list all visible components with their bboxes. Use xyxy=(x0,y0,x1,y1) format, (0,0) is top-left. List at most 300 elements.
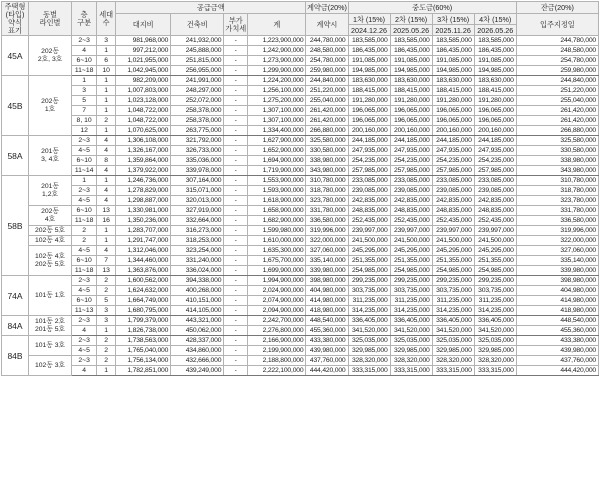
m3-cell: 239,085,000 xyxy=(432,186,474,196)
m2-cell: 239,085,000 xyxy=(390,186,432,196)
vat-cell: - xyxy=(224,356,248,366)
land-cell: 1,246,736,000 xyxy=(116,176,171,186)
floor-cell: 7 xyxy=(72,106,97,116)
building-cell: 201동 1,2호 xyxy=(29,176,72,206)
land-cell: 1,600,562,000 xyxy=(116,276,171,286)
build-cell: 400,268,000 xyxy=(171,286,224,296)
m3-cell: 191,085,000 xyxy=(432,56,474,66)
vat-cell: - xyxy=(224,336,248,346)
m4-cell: 311,235,000 xyxy=(474,296,516,306)
contract-cell: 261,420,000 xyxy=(306,106,348,116)
header-middle: 중도금(60%) xyxy=(348,2,516,14)
building-cell: 101동 2호 201동 5호 xyxy=(29,316,72,336)
header-m1-date: 2024.12.26 xyxy=(348,25,390,36)
table-row xyxy=(2,246,599,256)
m3-cell: 328,320,000 xyxy=(432,356,474,366)
table-row xyxy=(2,266,599,276)
build-cell: 256,955,000 xyxy=(171,66,224,76)
floor-cell: 3 xyxy=(72,86,97,96)
total-cell: 1,307,100,000 xyxy=(248,106,306,116)
m1-cell: 196,065,000 xyxy=(348,106,390,116)
land-cell: 1,363,876,000 xyxy=(116,266,171,276)
type-cell: 84A xyxy=(2,316,29,336)
contract-cell: 404,980,000 xyxy=(306,286,348,296)
contract-cell: 259,980,000 xyxy=(306,66,348,76)
contract-cell: 261,420,000 xyxy=(306,116,348,126)
m2-cell: 239,997,000 xyxy=(390,226,432,236)
land-cell: 1,782,851,000 xyxy=(116,366,171,376)
bal-cell: 323,780,000 xyxy=(516,196,598,206)
build-cell: 252,072,000 xyxy=(171,96,224,106)
m1-cell: 183,585,000 xyxy=(348,36,390,46)
land-cell: 1,048,722,000 xyxy=(116,106,171,116)
m2-cell: 242,835,000 xyxy=(390,196,432,206)
type-cell: 74A xyxy=(2,276,29,316)
header-balance-sub: 입주지정일 xyxy=(516,14,598,36)
build-cell: 410,151,000 xyxy=(171,296,224,306)
header-type: 주택형 (타입) 약식 표기 xyxy=(2,2,29,36)
floor-cell: 2~3 xyxy=(72,316,97,326)
m3-cell: 254,985,000 xyxy=(432,266,474,276)
table-row xyxy=(2,346,599,356)
units-cell: 10 xyxy=(97,66,116,76)
units-cell: 1 xyxy=(97,326,116,336)
bal-cell: 319,996,000 xyxy=(516,226,598,236)
land-cell: 1,023,128,000 xyxy=(116,96,171,106)
build-cell: 245,888,000 xyxy=(171,46,224,56)
header-m3-date: 2025.11.26 xyxy=(432,25,474,36)
m4-cell: 191,280,000 xyxy=(474,96,516,106)
m1-cell: 233,085,000 xyxy=(348,176,390,186)
table-row xyxy=(2,166,599,176)
vat-cell: - xyxy=(224,156,248,166)
units-cell: 4 xyxy=(97,246,116,256)
units-cell: 5 xyxy=(97,296,116,306)
build-cell: 321,792,000 xyxy=(171,136,224,146)
land-cell: 1,021,955,000 xyxy=(116,56,171,66)
units-cell: 1 xyxy=(97,76,116,86)
m4-cell: 239,997,000 xyxy=(474,226,516,236)
m1-cell: 325,035,000 xyxy=(348,336,390,346)
bal-cell: 266,880,000 xyxy=(516,126,598,136)
m3-cell: 333,315,000 xyxy=(432,366,474,376)
contract-cell: 255,040,000 xyxy=(306,96,348,106)
total-cell: 1,652,900,000 xyxy=(248,146,306,156)
table-row xyxy=(2,356,599,366)
m2-cell: 191,085,000 xyxy=(390,56,432,66)
table-row xyxy=(2,146,599,156)
contract-cell: 322,000,000 xyxy=(306,236,348,246)
m2-cell: 303,735,000 xyxy=(390,286,432,296)
total-cell: 2,166,900,000 xyxy=(248,336,306,346)
units-cell: 4 xyxy=(97,196,116,206)
land-cell: 981,968,000 xyxy=(116,36,171,46)
land-cell: 1,306,108,000 xyxy=(116,136,171,146)
total-cell: 2,199,900,000 xyxy=(248,346,306,356)
table-row xyxy=(2,366,599,376)
m1-cell: 341,520,000 xyxy=(348,326,390,336)
m1-cell: 191,085,000 xyxy=(348,56,390,66)
m1-cell: 183,630,000 xyxy=(348,76,390,86)
m4-cell: 200,160,000 xyxy=(474,126,516,136)
floor-cell: 12 xyxy=(72,126,97,136)
m3-cell: 244,185,000 xyxy=(432,136,474,146)
total-cell: 2,242,700,000 xyxy=(248,316,306,326)
m4-cell: 329,985,000 xyxy=(474,346,516,356)
land-cell: 1,680,795,000 xyxy=(116,306,171,316)
header-m4-date: 2026.05.26 xyxy=(474,25,516,36)
total-cell: 1,627,900,000 xyxy=(248,136,306,146)
vat-cell: - xyxy=(224,146,248,156)
m3-cell: 329,985,000 xyxy=(432,346,474,356)
m4-cell: 336,405,000 xyxy=(474,316,516,326)
table-row xyxy=(2,56,599,66)
floor-cell: 2~3 xyxy=(72,136,97,146)
contract-cell: 325,580,000 xyxy=(306,136,348,146)
table-row xyxy=(2,176,599,186)
total-cell: 1,682,900,000 xyxy=(248,216,306,226)
land-cell: 1,624,632,000 xyxy=(116,286,171,296)
m4-cell: 248,835,000 xyxy=(474,206,516,216)
total-cell: 1,273,900,000 xyxy=(248,56,306,66)
m2-cell: 183,585,000 xyxy=(390,36,432,46)
build-cell: 432,666,000 xyxy=(171,356,224,366)
units-cell: 6 xyxy=(97,56,116,66)
units-cell: 1 xyxy=(97,236,116,246)
bal-cell: 444,420,000 xyxy=(516,366,598,376)
table-row xyxy=(2,126,599,136)
m2-cell: 233,085,000 xyxy=(390,176,432,186)
header-contract: 계약금(20%) xyxy=(306,3,347,12)
total-cell: 2,024,900,000 xyxy=(248,286,306,296)
m2-cell: 244,185,000 xyxy=(390,136,432,146)
m4-cell: 325,035,000 xyxy=(474,336,516,346)
build-cell: 339,978,000 xyxy=(171,166,224,176)
m4-cell: 303,735,000 xyxy=(474,286,516,296)
units-cell: 4 xyxy=(97,146,116,156)
total-cell: 1,593,900,000 xyxy=(248,186,306,196)
floor-cell: 11~14 xyxy=(72,166,97,176)
contract-cell: 437,760,000 xyxy=(306,356,348,366)
vat-cell: - xyxy=(224,96,248,106)
floor-cell: 4~5 xyxy=(72,346,97,356)
total-cell: 1,618,900,000 xyxy=(248,196,306,206)
bal-cell: 343,980,000 xyxy=(516,166,598,176)
m1-cell: 248,835,000 xyxy=(348,206,390,216)
m3-cell: 183,630,000 xyxy=(432,76,474,86)
m3-cell: 194,985,000 xyxy=(432,66,474,76)
m1-cell: 245,295,000 xyxy=(348,246,390,256)
contract-cell: 310,780,000 xyxy=(306,176,348,186)
m4-cell: 245,295,000 xyxy=(474,246,516,256)
build-cell: 320,013,000 xyxy=(171,196,224,206)
floor-cell: 4 xyxy=(72,46,97,56)
total-cell: 1,610,000,000 xyxy=(248,236,306,246)
land-cell: 982,209,000 xyxy=(116,76,171,86)
total-cell: 1,635,300,000 xyxy=(248,246,306,256)
m1-cell: 241,500,000 xyxy=(348,236,390,246)
units-cell: 1 xyxy=(97,96,116,106)
m4-cell: 191,085,000 xyxy=(474,56,516,66)
m4-cell: 239,085,000 xyxy=(474,186,516,196)
table-row xyxy=(2,116,599,126)
build-cell: 336,024,000 xyxy=(171,266,224,276)
building-cell: 102동 3호 xyxy=(29,356,72,376)
table-row xyxy=(2,86,599,96)
total-cell: 1,675,700,000 xyxy=(248,256,306,266)
header-m4: 4차 (15%) xyxy=(474,14,516,25)
bal-cell: 336,580,000 xyxy=(516,216,598,226)
m2-cell: 329,985,000 xyxy=(390,346,432,356)
land-cell: 1,048,722,000 xyxy=(116,116,171,126)
bal-cell: 433,380,000 xyxy=(516,336,598,346)
floor-cell: 2~3 xyxy=(72,356,97,366)
bal-cell: 251,220,000 xyxy=(516,86,598,96)
m2-cell: 186,435,000 xyxy=(390,46,432,56)
m3-cell: 325,035,000 xyxy=(432,336,474,346)
m4-cell: 196,065,000 xyxy=(474,116,516,126)
units-cell: 4 xyxy=(97,186,116,196)
units-cell: 16 xyxy=(97,216,116,226)
header-supply: 공급금액 xyxy=(116,2,306,14)
vat-cell: - xyxy=(224,286,248,296)
m1-cell: 314,235,000 xyxy=(348,306,390,316)
m3-cell: 183,585,000 xyxy=(432,36,474,46)
m2-cell: 299,235,000 xyxy=(390,276,432,286)
total-cell: 1,553,900,000 xyxy=(248,176,306,186)
units-cell: 1 xyxy=(97,106,116,116)
m3-cell: 200,160,000 xyxy=(432,126,474,136)
bal-cell: 248,580,000 xyxy=(516,46,598,56)
floor-cell: 2~3 xyxy=(72,336,97,346)
units-cell: 13 xyxy=(97,206,116,216)
table-row xyxy=(2,216,599,226)
total-cell: 1,334,400,000 xyxy=(248,126,306,136)
bal-cell: 339,980,000 xyxy=(516,266,598,276)
bal-cell: 439,980,000 xyxy=(516,346,598,356)
m3-cell: 241,500,000 xyxy=(432,236,474,246)
contract-cell: 251,220,000 xyxy=(306,86,348,96)
land-cell: 1,738,563,000 xyxy=(116,336,171,346)
m4-cell: 183,585,000 xyxy=(474,36,516,46)
m2-cell: 251,355,000 xyxy=(390,256,432,266)
header-m2: 2차 (15%) xyxy=(390,14,432,25)
vat-cell: - xyxy=(224,256,248,266)
table-row xyxy=(2,46,599,56)
build-cell: 394,338,000 xyxy=(171,276,224,286)
units-cell: 3 xyxy=(97,36,116,46)
build-cell: 439,249,000 xyxy=(171,366,224,376)
units-cell: 1 xyxy=(97,46,116,56)
contract-cell: 448,540,000 xyxy=(306,316,348,326)
contract-cell: 444,420,000 xyxy=(306,366,348,376)
m4-cell: 257,985,000 xyxy=(474,166,516,176)
m3-cell: 248,835,000 xyxy=(432,206,474,216)
m1-cell: 247,935,000 xyxy=(348,146,390,156)
total-cell: 1,275,200,000 xyxy=(248,96,306,106)
type-cell: 84B xyxy=(2,336,29,376)
m3-cell: 191,280,000 xyxy=(432,96,474,106)
land-cell: 1,765,040,000 xyxy=(116,346,171,356)
vat-cell: - xyxy=(224,166,248,176)
build-cell: 335,036,000 xyxy=(171,156,224,166)
bal-cell: 448,540,000 xyxy=(516,316,598,326)
table-row xyxy=(2,286,599,296)
building-cell: 202동 5호 xyxy=(29,226,72,236)
vat-cell: - xyxy=(224,36,248,46)
bal-cell: 318,780,000 xyxy=(516,186,598,196)
contract-cell: 323,780,000 xyxy=(306,196,348,206)
m3-cell: 188,415,000 xyxy=(432,86,474,96)
m4-cell: 252,435,000 xyxy=(474,216,516,226)
build-cell: 307,164,000 xyxy=(171,176,224,186)
m4-cell: 333,315,000 xyxy=(474,366,516,376)
m1-cell: 239,997,000 xyxy=(348,226,390,236)
m1-cell: 242,835,000 xyxy=(348,196,390,206)
build-cell: 315,071,000 xyxy=(171,186,224,196)
vat-cell: - xyxy=(224,126,248,136)
m2-cell: 196,065,000 xyxy=(390,106,432,116)
header-m2-date: 2025.05.26 xyxy=(390,25,432,36)
m3-cell: 257,985,000 xyxy=(432,166,474,176)
build-cell: 318,253,000 xyxy=(171,236,224,246)
table-row xyxy=(2,66,599,76)
m2-cell: 183,630,000 xyxy=(390,76,432,86)
floor-cell: 8, 10 xyxy=(72,116,97,126)
contract-cell: 244,780,000 xyxy=(306,36,348,46)
floor-cell: 11~13 xyxy=(72,306,97,316)
m3-cell: 242,835,000 xyxy=(432,196,474,206)
vat-cell: - xyxy=(224,226,248,236)
build-cell: 323,254,000 xyxy=(171,246,224,256)
build-cell: 414,105,000 xyxy=(171,306,224,316)
contract-cell: 339,980,000 xyxy=(306,266,348,276)
m4-cell: 299,235,000 xyxy=(474,276,516,286)
contract-cell: 318,780,000 xyxy=(306,186,348,196)
total-cell: 1,307,100,000 xyxy=(248,116,306,126)
vat-cell: - xyxy=(224,86,248,96)
bal-cell: 325,580,000 xyxy=(516,136,598,146)
table-row xyxy=(2,96,599,106)
header-vat: 부가 가치세 xyxy=(224,14,248,36)
floor-cell: 4~5 xyxy=(72,146,97,156)
vat-cell: - xyxy=(224,316,248,326)
bal-cell: 418,980,000 xyxy=(516,306,598,316)
m1-cell: 186,435,000 xyxy=(348,46,390,56)
m4-cell: 251,355,000 xyxy=(474,256,516,266)
m3-cell: 252,435,000 xyxy=(432,216,474,226)
m4-cell: 241,500,000 xyxy=(474,236,516,246)
floor-cell: 4~5 xyxy=(72,246,97,256)
bal-cell: 255,040,000 xyxy=(516,96,598,106)
m4-cell: 244,185,000 xyxy=(474,136,516,146)
total-cell: 2,276,800,000 xyxy=(248,326,306,336)
m4-cell: 314,235,000 xyxy=(474,306,516,316)
vat-cell: - xyxy=(224,66,248,76)
land-cell: 1,007,803,000 xyxy=(116,86,171,96)
m4-cell: 254,985,000 xyxy=(474,266,516,276)
header-contract-sub: 계약시 xyxy=(306,14,348,36)
build-cell: 332,664,000 xyxy=(171,216,224,226)
vat-cell: - xyxy=(224,346,248,356)
bal-cell: 261,420,000 xyxy=(516,106,598,116)
building-cell: 102동 4호 xyxy=(29,236,72,246)
bal-cell: 398,980,000 xyxy=(516,276,598,286)
m3-cell: 311,235,000 xyxy=(432,296,474,306)
m4-cell: 186,435,000 xyxy=(474,46,516,56)
floor-cell: 11~18 xyxy=(72,266,97,276)
bal-cell: 327,060,000 xyxy=(516,246,598,256)
table-row xyxy=(2,136,599,146)
m4-cell: 242,835,000 xyxy=(474,196,516,206)
m3-cell: 196,065,000 xyxy=(432,116,474,126)
m2-cell: 196,065,000 xyxy=(390,116,432,126)
units-cell: 2 xyxy=(97,116,116,126)
total-cell: 2,094,900,000 xyxy=(248,306,306,316)
m2-cell: 247,935,000 xyxy=(390,146,432,156)
m3-cell: 245,295,000 xyxy=(432,246,474,256)
bal-cell: 244,840,000 xyxy=(516,76,598,86)
header-units: 세대 수 xyxy=(97,2,116,36)
land-cell: 1,283,707,000 xyxy=(116,226,171,236)
land-cell: 997,212,000 xyxy=(116,46,171,56)
land-cell: 1,826,738,000 xyxy=(116,326,171,336)
land-cell: 1,312,046,000 xyxy=(116,246,171,256)
land-cell: 1,350,236,000 xyxy=(116,216,171,226)
m3-cell: 303,735,000 xyxy=(432,286,474,296)
vat-cell: - xyxy=(224,246,248,256)
contract-cell: 418,980,000 xyxy=(306,306,348,316)
m1-cell: 257,985,000 xyxy=(348,166,390,176)
contract-cell: 343,980,000 xyxy=(306,166,348,176)
vat-cell: - xyxy=(224,296,248,306)
building-cell: 101동 1호 xyxy=(29,276,72,316)
vat-cell: - xyxy=(224,206,248,216)
header-total: 계 xyxy=(248,14,306,36)
total-cell: 1,223,900,000 xyxy=(248,36,306,46)
floor-cell: 6~10 xyxy=(72,296,97,306)
m1-cell: 196,065,000 xyxy=(348,116,390,126)
m1-cell: 254,985,000 xyxy=(348,266,390,276)
vat-cell: - xyxy=(224,276,248,286)
floor-cell: 6~10 xyxy=(72,56,97,66)
bal-cell: 404,980,000 xyxy=(516,286,598,296)
m2-cell: 328,320,000 xyxy=(390,356,432,366)
contract-cell: 335,140,000 xyxy=(306,256,348,266)
contract-cell: 330,580,000 xyxy=(306,146,348,156)
m1-cell: 303,735,000 xyxy=(348,286,390,296)
bal-cell: 338,980,000 xyxy=(516,156,598,166)
contract-cell: 266,880,000 xyxy=(306,126,348,136)
building-cell: 202동 1호 xyxy=(29,76,72,136)
total-cell: 2,188,800,000 xyxy=(248,356,306,366)
header-build: 건축비 xyxy=(171,14,224,36)
table-row xyxy=(2,316,599,326)
floor-cell: 6~10 xyxy=(72,156,97,166)
land-cell: 1,291,747,000 xyxy=(116,236,171,246)
header-m1: 1차 (15%) xyxy=(348,14,390,25)
bal-cell: 322,000,000 xyxy=(516,236,598,246)
build-cell: 450,062,000 xyxy=(171,326,224,336)
floor-cell: 5 xyxy=(72,96,97,106)
vat-cell: - xyxy=(224,186,248,196)
table-row xyxy=(2,36,599,46)
m1-cell: 311,235,000 xyxy=(348,296,390,306)
building-cell: 102동 4호 202동 5호 xyxy=(29,246,72,276)
units-cell: 2 xyxy=(97,276,116,286)
land-cell: 1,799,379,000 xyxy=(116,316,171,326)
contract-cell: 244,840,000 xyxy=(306,76,348,86)
